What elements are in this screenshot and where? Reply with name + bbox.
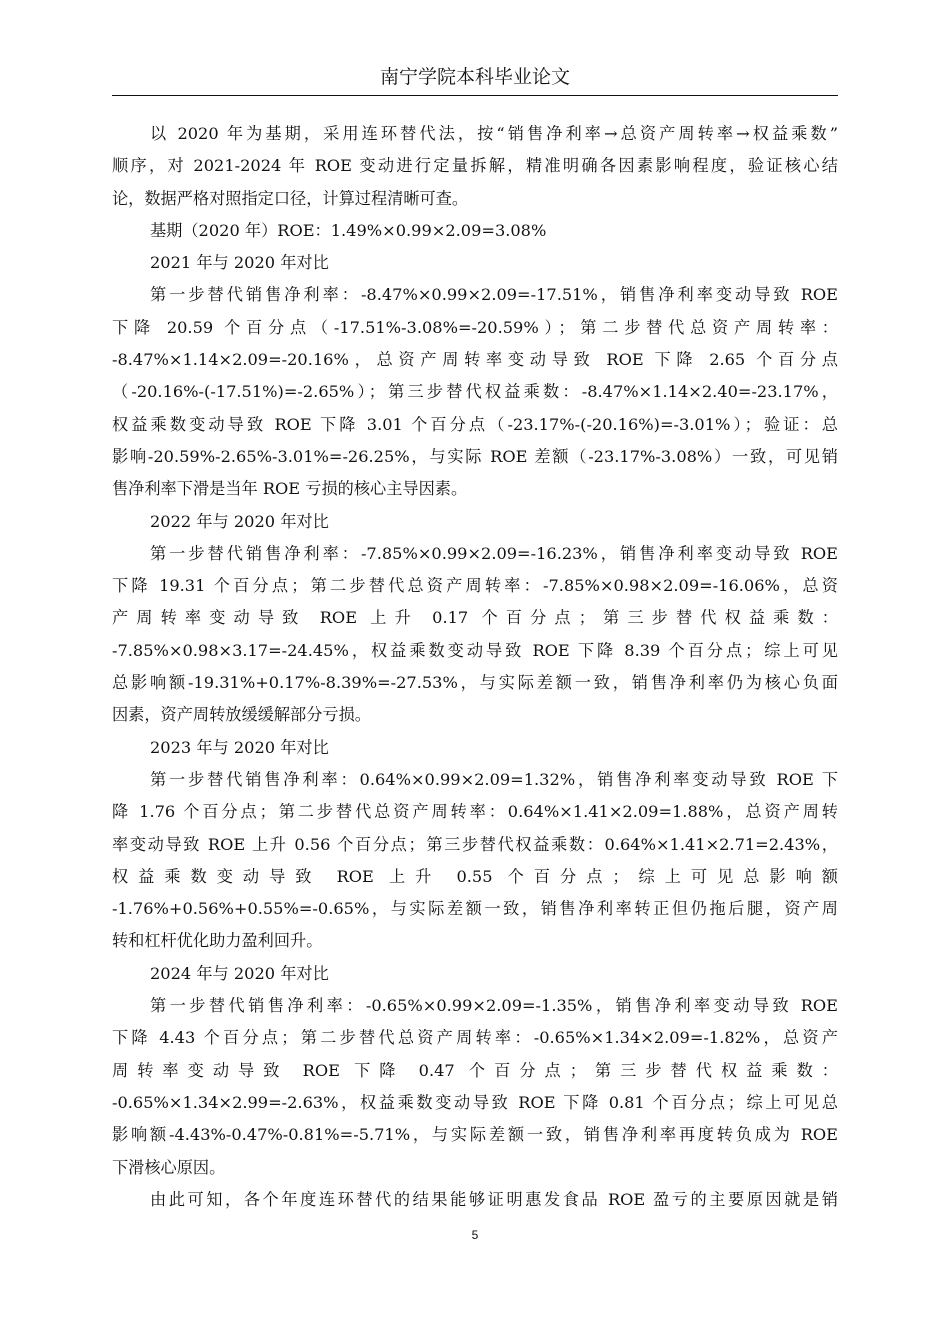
text-line: -8.47%×1.14×2.09=-20.16%，总资产周转率变动导致 ROE 下降 2.65 个百分点 [112, 350, 838, 370]
text-line: 产周转率变动导致 ROE 上升 0.17 个百分点；第三步替代权益乘数： [112, 608, 838, 628]
text-line: （-20.16%-(-17.51%)=-2.65%）；第三步替代权益乘数：-8.47%×1.14×2.40=-23.17%， [112, 382, 838, 402]
text-line: 率变动导致 ROE 上升 0.56 个百分点；第三步替代权益乘数：0.64%×1.41×2.71=2.43%， [112, 834, 838, 854]
text-line: 转和杠杆优化助力盈利回升。 [112, 931, 323, 951]
text-line: 因素，资产周转放缓缓解部分亏损。 [112, 705, 371, 725]
text-line: 第一步替代销售净利率：0.64%×0.99×2.09=1.32%，销售净利率变动导致 ROE 下 [150, 769, 838, 789]
text-line: 论，数据严格对照指定口径，计算过程清晰可查。 [112, 188, 469, 208]
text-line: -1.76%+0.56%+0.55%=-0.65%，与实际差额一致，销售净利率转正但仍拖后腿，资产周 [112, 899, 838, 919]
text-line: 第一步替代销售净利率：-0.65%×0.99×2.09=-1.35%，销售净利率变动导致 ROE [150, 996, 838, 1016]
section-heading: 2021 年与 2020 年对比 [150, 253, 329, 273]
section-heading: 2023 年与 2020 年对比 [150, 737, 329, 757]
text-line: 权益乘数变动导致 ROE 下降 3.01 个百分点（-23.17%-(-20.16%)=-3.01%）；验证：总 [112, 414, 838, 434]
text-line: 第一步替代销售净利率：-7.85%×0.99×2.09=-16.23%，销售净利率变动导致 ROE [150, 543, 838, 563]
text-line: 顺序，对 2021-2024 年 ROE 变动进行定量拆解，精准明确各因素影响程度，验证核心结 [112, 156, 838, 176]
body-text [112, 118, 838, 1216]
text-line: 售净利率下滑是当年 ROE 亏损的核心主导因素。 [112, 479, 468, 499]
text-line: 权益乘数变动导致 ROE 上升 0.55 个百分点；综上可见总影响额 [112, 866, 838, 886]
text-line: 影响额-4.43%-0.47%-0.81%=-5.71%，与实际差额一致，销售净利率再度转负成为 ROE [112, 1125, 838, 1145]
text-line: 第一步替代销售净利率：-8.47%×0.99×2.09=-17.51%，销售净利率变动导致 ROE [150, 285, 838, 305]
header-rule [112, 95, 838, 96]
text-line: 以 2020 年为基期，采用连环替代法，按“销售净利率→总资产周转率→权益乘数” [150, 124, 838, 143]
page-number: 5 [471, 1228, 479, 1242]
text-line: 影响-20.59%-2.65%-3.01%=-26.25%，与实际 ROE 差额（-23.17%-3.08%）一致，可见销 [112, 446, 838, 466]
text-line: -7.85%×0.98×3.17=-24.45%，权益乘数变动导致 ROE 下降 8.39 个百分点；综上可见 [112, 640, 838, 660]
text-line: 下滑核心原因。 [112, 1157, 226, 1177]
page-header-title: 南宁学院本科毕业论文 [379, 66, 570, 88]
text-line: 周转率变动导致 ROE 下降 0.47 个百分点；第三步替代权益乘数： [112, 1060, 838, 1080]
text-line: 由此可知，各个年度连环替代的结果能够证明惠发食品 ROE 盈亏的主要原因就是销 [150, 1189, 838, 1209]
text-line: 总影响额-19.31%+0.17%-8.39%=-27.53%，与实际差额一致，销售净利率仍为核心负面 [112, 673, 838, 693]
text-line: 降 1.76 个百分点；第二步替代总资产周转率：0.64%×1.41×2.09=1.88%，总资产周转 [112, 802, 838, 822]
text-line: 下降 19.31 个百分点；第二步替代总资产周转率：-7.85%×0.98×2.09=-16.06%，总资 [112, 576, 838, 596]
text-line: 下降 20.59 个百分点（-17.51%-3.08%=-20.59%）；第二步替代总资产周转率： [112, 317, 838, 337]
text-line: -0.65%×1.34×2.99=-2.63%，权益乘数变动导致 ROE 下降 0.81 个百分点；综上可见总 [112, 1092, 838, 1112]
text-line: 下降 4.43 个百分点；第二步替代总资产周转率：-0.65%×1.34×2.09=-1.82%，总资产 [112, 1028, 838, 1048]
text-line: 基期（2020 年）ROE：1.49%×0.99×2.09=3.08% [150, 220, 547, 240]
section-heading: 2022 年与 2020 年对比 [150, 511, 329, 531]
section-heading: 2024 年与 2020 年对比 [150, 963, 329, 983]
